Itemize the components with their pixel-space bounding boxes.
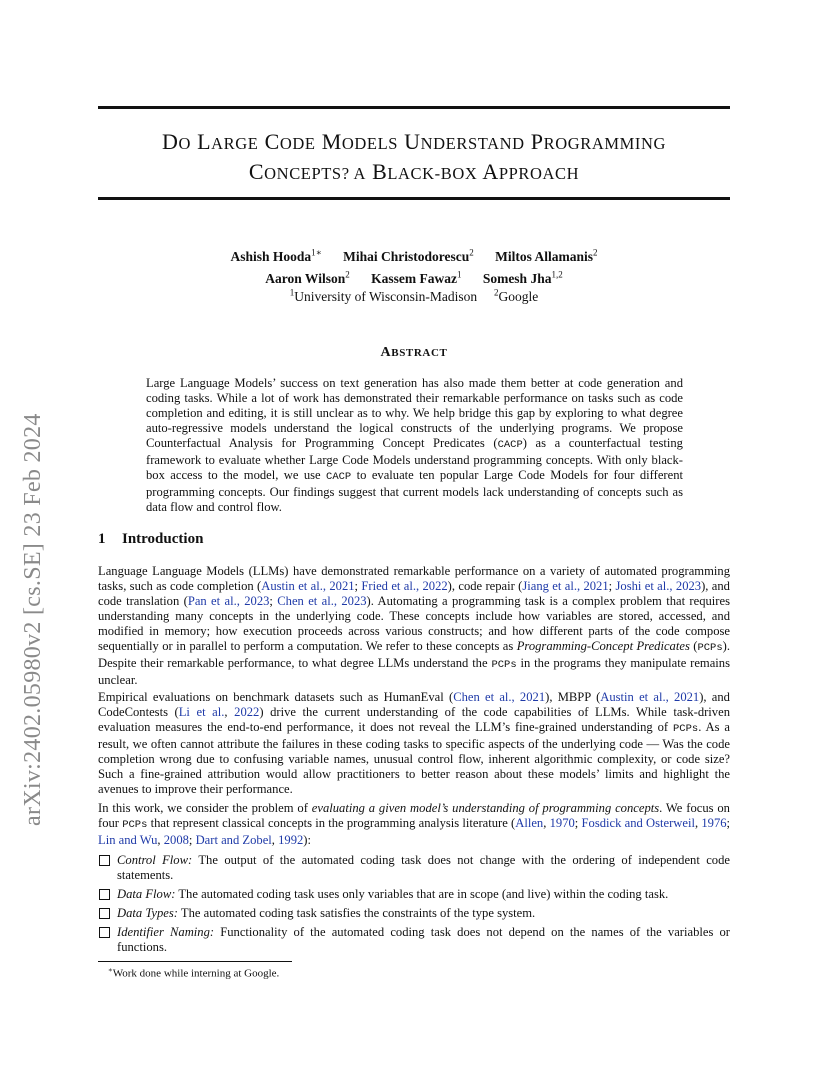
concept-checklist: [98, 853, 730, 959]
author: Miltos Allamanis$^2$: [495, 247, 598, 264]
paragraph-3: In this work, we consider the problem of evaluating a given model’s understanding of programming concepts. We focus on four PCPs that represent classical concepts in the programming analysis literature (Allen, 1970; Fosdick and Osterweil, 1976; Lin and Wu, 2008; Dart and Zobel, 1992):: [98, 801, 731, 847]
title-line-2: CONCEPTS? A BLACK-BOX APPROACH: [248, 159, 580, 184]
paragraph-2: Empirical evaluations on benchmark datasets such as HumanEval (Chen et al., 2021), MBPP (Austin et al., 2021), and CodeContests (Li et al., 2022) drive the current understanding of the code capabilities of LLMs. While task-driven evaluation measures the end-to-end performance, it does not reveal the LLM’s fine-grained understanding of PCPs. As a result, we often cannot attribute the failures in these coding tasks to specific aspects of the underlying code — Was the code completion wrong due to confusing variable names, unusual control flow, inherent algorithmic complexity, or code size? Such a fine-grained attribution would allow practitioners to better reason about these models’ limits and highlight the avenues to improve their performance.: [98, 690, 730, 796]
citation-link[interactable]: Dart and Zobel: [195, 833, 272, 847]
section-heading-introduction: 1 Introduction: [98, 531, 204, 547]
citation-link[interactable]: 2022: [234, 705, 260, 719]
checkbox-icon: [99, 927, 110, 938]
list-item: Data Flow: The automated coding task uses only variables that are in scope (and live) within the coding task.: [98, 887, 730, 902]
citation-link[interactable]: Fried et al., 2022: [361, 579, 448, 593]
checkbox-icon: [99, 889, 110, 900]
checkbox-icon: [99, 855, 110, 866]
author: Somesh Jha$^{1,2}$: [482, 269, 563, 286]
affiliation: $^2$Google: [494, 287, 539, 304]
title-top-rule: [98, 106, 730, 109]
citation-link[interactable]: Chen et al., 2021: [453, 690, 546, 704]
citation-link[interactable]: Austin et al., 2021: [600, 690, 700, 704]
citation-link[interactable]: Lin and Wu: [98, 833, 158, 847]
paragraph-1: Language Language Models (LLMs) have demonstrated remarkable performance on a variety of automated programming tasks, such as code completion (Austin et al., 2021; Fried et al., 2022), code repair (Jiang et al., 2021; Joshi et al., 2023), and code translation (Pan et al., 2023; Chen et al., 2023). Automating a programming task is a complex problem that requires understanding many concepts in the underlying code. These concepts include how variables are stored, accessed, and modified in memory; how execution proceeds across various constructs; and how different parts of the code compose sequentially or in parallel to perform a computation. We refer to these concepts as Programming-Concept Predicates (PCPs). Despite their remarkable performance, to what degree LLMs understand the PCPs in the programs they manipulate remains unclear.: [98, 564, 731, 687]
list-item: Control Flow: The output of the automated coding task does not change with the ordering of independent code statements.: [98, 853, 730, 883]
citation-link[interactable]: 1976: [701, 816, 727, 830]
citation-link[interactable]: 1970: [549, 816, 575, 830]
citation-link[interactable]: Pan et al., 2023: [187, 594, 270, 608]
paper-title: [98, 128, 730, 188]
citation-link[interactable]: Allen: [515, 816, 544, 830]
citation-link[interactable]: Joshi et al., 2023: [615, 579, 702, 593]
title-line-1: DO LARGE CODE MODELS UNDERSTAND PROGRAMMING: [161, 129, 667, 154]
affiliation: $^1$University of Wisconsin-Madison: [289, 287, 478, 304]
citation-link[interactable]: Austin et al., 2021: [261, 579, 355, 593]
author: Kassem Fawaz$^1$: [371, 269, 462, 286]
footnote: ∗Work done while interning at Google.: [108, 966, 280, 980]
abstract-text: Large Language Models’ success on text generation has also made them better at code generation and coding tasks. While a lot of work has demonstrated their remarkable performance on tasks such as code completion and editing, it is still unclear as to why. We help bridge this gap by exploring to what degree auto-regressive models understand the logical constructs of the underlying programs. We propose Counterfactual Analysis for Programming Concept Predicates (CACP) as a counterfactual testing framework to evaluate whether Large Code Models understand programming concepts. With only black-box access to the model, we use CACP to evaluate ten popular Large Code Models for four different programming concepts. Our findings suggest that current models lack understanding of concepts such as data flow and control flow.: [146, 376, 683, 514]
list-item: Identifier Naming: Functionality of the automated coding task does not depend on the names of the variables or functions.: [98, 925, 730, 955]
list-item: Data Types: The automated coding task satisfies the constraints of the type system.: [98, 906, 730, 921]
affiliations: [98, 283, 730, 306]
checkbox-icon: [99, 908, 110, 919]
author: Aaron Wilson$^2$: [265, 269, 350, 286]
arxiv-identifier: arXiv:2402.05980v2 [cs.SE] 23 Feb 2024: [20, 413, 46, 826]
citation-link[interactable]: Jiang et al., 2021: [522, 579, 609, 593]
citation-link[interactable]: Chen et al., 2023: [277, 594, 367, 608]
title-bottom-rule: [98, 197, 730, 200]
footnote-rule: [98, 961, 292, 962]
citation-link[interactable]: Li et al.: [178, 705, 225, 719]
author: Mihai Christodorescu$^2$: [343, 247, 474, 264]
author: Ashish Hooda$^{1∗}$: [230, 247, 322, 264]
citation-link[interactable]: Fosdick and Osterweil: [581, 816, 695, 830]
author-list: [98, 243, 730, 288]
abstract-heading: ABSTRACT: [380, 345, 448, 360]
citation-link[interactable]: 2008: [163, 833, 189, 847]
citation-link[interactable]: 1992: [278, 833, 304, 847]
